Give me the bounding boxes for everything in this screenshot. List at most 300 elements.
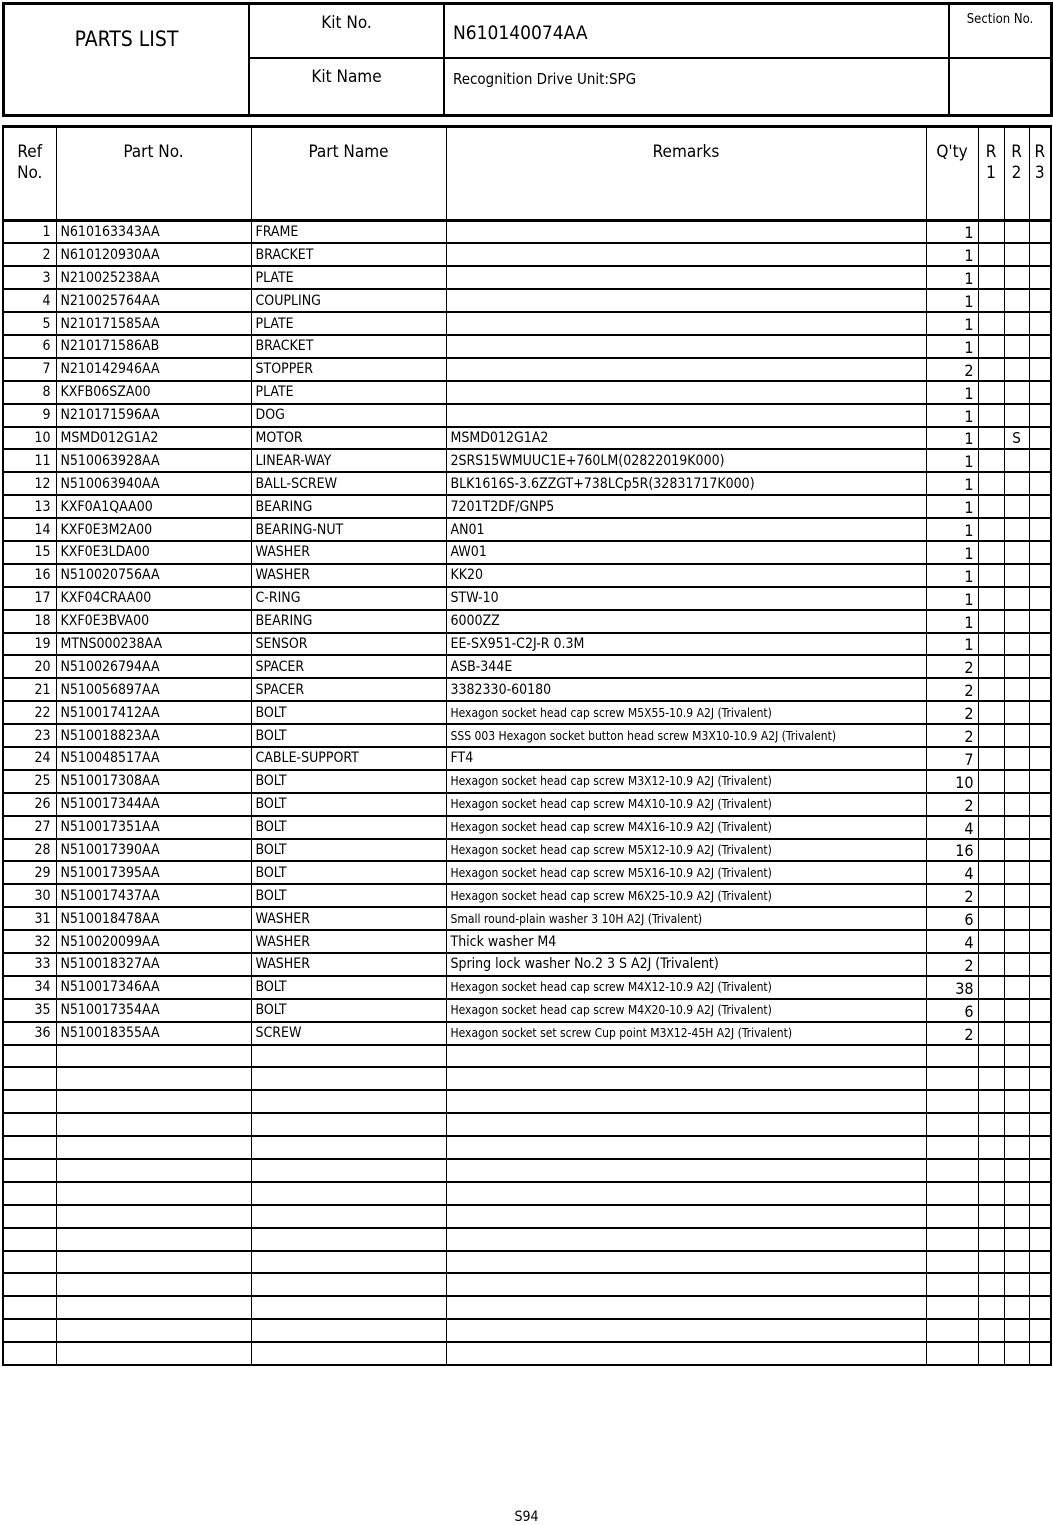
cell-part-no: N510020099AA <box>56 930 251 953</box>
table-row <box>3 518 1051 541</box>
cell-r1 <box>978 358 1004 381</box>
cell-r3 <box>1029 495 1051 518</box>
cell-qty: 1 <box>926 266 978 289</box>
cell-r3 <box>1029 541 1051 564</box>
table-row <box>3 358 1051 381</box>
cell-part-name: BOLT <box>251 816 446 839</box>
cell-qty: 2 <box>926 884 978 907</box>
cell-remarks <box>446 335 926 358</box>
cell-part-no: N210171586AB <box>56 335 251 358</box>
table-row <box>3 747 1051 770</box>
cell-r3 <box>1029 221 1051 244</box>
cell-r3 <box>1029 793 1051 816</box>
cell-r2 <box>1004 266 1029 289</box>
cell-ref-no: 31 <box>3 907 56 930</box>
cell-r1 <box>978 289 1004 312</box>
cell-part-name: STOPPER <box>251 358 446 381</box>
cell-r2 <box>1004 633 1029 656</box>
cell-remarks: Hexagon socket head cap screw M4X12-10.9 A2J (Trivalent) <box>446 976 926 999</box>
cell-part-no <box>56 1136 251 1159</box>
table-row <box>3 678 1051 701</box>
cell-remarks: BLK1616S-3.6ZZGT+738LCp5R(32831717K000) <box>446 472 926 495</box>
document-title: PARTS LIST <box>5 5 250 114</box>
cell-remarks: Small round-plain washer 3 10H A2J (Trivalent) <box>446 907 926 930</box>
cell-r3 <box>1029 1113 1051 1136</box>
cell-part-no <box>56 1205 251 1228</box>
cell-qty <box>926 1113 978 1136</box>
cell-r1 <box>978 1113 1004 1136</box>
empty-table-row <box>3 1136 1051 1159</box>
cell-part-name <box>251 1090 446 1113</box>
table-row <box>3 541 1051 564</box>
cell-qty: 1 <box>926 221 978 244</box>
cell-r1 <box>978 678 1004 701</box>
cell-r1 <box>978 495 1004 518</box>
cell-qty: 2 <box>926 793 978 816</box>
cell-ref-no <box>3 1113 56 1136</box>
cell-r3 <box>1029 266 1051 289</box>
cell-ref-no: 8 <box>3 381 56 404</box>
cell-part-no: N610163343AA <box>56 221 251 244</box>
cell-r2 <box>1004 655 1029 678</box>
cell-remarks <box>446 1296 926 1319</box>
cell-qty: 1 <box>926 312 978 335</box>
cell-part-name: C-RING <box>251 587 446 610</box>
col-remarks: Remarks <box>446 127 926 221</box>
cell-qty <box>926 1159 978 1182</box>
cell-ref-no <box>3 1136 56 1159</box>
cell-remarks <box>446 1067 926 1090</box>
cell-r3 <box>1029 472 1051 495</box>
cell-r2 <box>1004 747 1029 770</box>
empty-table-row <box>3 1251 1051 1274</box>
cell-part-no: N510017346AA <box>56 976 251 999</box>
cell-r1 <box>978 884 1004 907</box>
cell-remarks <box>446 289 926 312</box>
title-block <box>2 2 1053 117</box>
table-row <box>3 793 1051 816</box>
cell-part-no: N510017390AA <box>56 839 251 862</box>
cell-part-no: N510018823AA <box>56 724 251 747</box>
cell-remarks: 3382330-60180 <box>446 678 926 701</box>
table-row <box>3 289 1051 312</box>
cell-part-no <box>56 1273 251 1296</box>
cell-part-name: WASHER <box>251 930 446 953</box>
cell-r3 <box>1029 953 1051 976</box>
cell-remarks: STW-10 <box>446 587 926 610</box>
cell-part-name: SENSOR <box>251 633 446 656</box>
cell-r3 <box>1029 633 1051 656</box>
cell-r2 <box>1004 1182 1029 1205</box>
cell-r1 <box>978 907 1004 930</box>
cell-qty: 1 <box>926 518 978 541</box>
empty-table-row <box>3 1159 1051 1182</box>
cell-ref-no: 16 <box>3 564 56 587</box>
cell-part-name: BEARING-NUT <box>251 518 446 541</box>
cell-r3 <box>1029 678 1051 701</box>
cell-remarks <box>446 1159 926 1182</box>
cell-ref-no: 22 <box>3 701 56 724</box>
cell-r3 <box>1029 1205 1051 1228</box>
col-ref-no: Ref No. <box>3 127 56 221</box>
cell-r3 <box>1029 381 1051 404</box>
cell-remarks: Hexagon socket head cap screw M4X16-10.9 A2J (Trivalent) <box>446 816 926 839</box>
cell-qty <box>926 1182 978 1205</box>
cell-part-no: N510048517AA <box>56 747 251 770</box>
cell-r1 <box>978 839 1004 862</box>
cell-r1 <box>978 999 1004 1022</box>
cell-part-no: N510017412AA <box>56 701 251 724</box>
cell-r3 <box>1029 1342 1051 1365</box>
cell-ref-no: 3 <box>3 266 56 289</box>
table-row <box>3 564 1051 587</box>
cell-r1 <box>978 747 1004 770</box>
cell-r1 <box>978 655 1004 678</box>
cell-part-name <box>251 1251 446 1274</box>
cell-part-no: N510017344AA <box>56 793 251 816</box>
cell-r3 <box>1029 449 1051 472</box>
cell-part-name <box>251 1342 446 1365</box>
cell-r1 <box>978 633 1004 656</box>
cell-qty: 4 <box>926 930 978 953</box>
cell-qty <box>926 1228 978 1251</box>
empty-table-row <box>3 1045 1051 1068</box>
table-row <box>3 839 1051 862</box>
cell-r1 <box>978 953 1004 976</box>
cell-part-name: BALL-SCREW <box>251 472 446 495</box>
cell-r1 <box>978 587 1004 610</box>
col-r1: R 1 <box>978 127 1004 221</box>
cell-qty: 1 <box>926 427 978 450</box>
cell-remarks <box>446 1319 926 1342</box>
cell-r3 <box>1029 884 1051 907</box>
cell-r1 <box>978 816 1004 839</box>
cell-part-name <box>251 1319 446 1342</box>
cell-part-no: KXF04CRAA00 <box>56 587 251 610</box>
cell-part-name: BOLT <box>251 839 446 862</box>
cell-part-no: N510063940AA <box>56 472 251 495</box>
cell-r2: S <box>1004 427 1029 450</box>
cell-r1 <box>978 1067 1004 1090</box>
cell-ref-no <box>3 1342 56 1365</box>
cell-qty <box>926 1342 978 1365</box>
cell-ref-no: 13 <box>3 495 56 518</box>
cell-r2 <box>1004 1342 1029 1365</box>
cell-part-name: BOLT <box>251 861 446 884</box>
cell-r3 <box>1029 839 1051 862</box>
table-header-row <box>3 127 1051 221</box>
table-row <box>3 999 1051 1022</box>
table-row <box>3 701 1051 724</box>
cell-qty <box>926 1319 978 1342</box>
cell-r3 <box>1029 747 1051 770</box>
table-row <box>3 335 1051 358</box>
cell-part-name: MOTOR <box>251 427 446 450</box>
cell-part-name <box>251 1136 446 1159</box>
cell-remarks <box>446 1342 926 1365</box>
cell-remarks <box>446 1251 926 1274</box>
cell-remarks: Hexagon socket head cap screw M3X12-10.9 A2J (Trivalent) <box>446 770 926 793</box>
cell-r3 <box>1029 518 1051 541</box>
table-row <box>3 724 1051 747</box>
cell-part-name: FRAME <box>251 221 446 244</box>
cell-part-name: BOLT <box>251 976 446 999</box>
cell-ref-no: 19 <box>3 633 56 656</box>
cell-qty <box>926 1090 978 1113</box>
cell-ref-no: 33 <box>3 953 56 976</box>
cell-ref-no: 32 <box>3 930 56 953</box>
table-row <box>3 884 1051 907</box>
cell-part-no: KXF0E3M2A00 <box>56 518 251 541</box>
cell-ref-no <box>3 1228 56 1251</box>
cell-ref-no: 5 <box>3 312 56 335</box>
cell-ref-no: 12 <box>3 472 56 495</box>
cell-qty: 2 <box>926 953 978 976</box>
cell-remarks: Hexagon socket head cap screw M6X25-10.9 A2J (Trivalent) <box>446 884 926 907</box>
cell-part-name: PLATE <box>251 381 446 404</box>
cell-ref-no <box>3 1319 56 1342</box>
cell-ref-no: 11 <box>3 449 56 472</box>
cell-ref-no <box>3 1273 56 1296</box>
cell-remarks: FT4 <box>446 747 926 770</box>
table-row <box>3 655 1051 678</box>
table-row <box>3 976 1051 999</box>
cell-ref-no <box>3 1296 56 1319</box>
cell-part-no: N510026794AA <box>56 655 251 678</box>
cell-remarks: Spring lock washer No.2 3 S A2J (Trivalent) <box>446 953 926 976</box>
cell-qty: 2 <box>926 1022 978 1045</box>
cell-r1 <box>978 1159 1004 1182</box>
cell-r2 <box>1004 861 1029 884</box>
cell-part-no: N210171596AA <box>56 404 251 427</box>
cell-ref-no: 24 <box>3 747 56 770</box>
cell-remarks <box>446 1045 926 1068</box>
cell-part-name: BOLT <box>251 770 446 793</box>
cell-qty: 4 <box>926 861 978 884</box>
cell-r2 <box>1004 701 1029 724</box>
cell-r2 <box>1004 541 1029 564</box>
cell-remarks <box>446 1090 926 1113</box>
cell-ref-no <box>3 1159 56 1182</box>
cell-r3 <box>1029 427 1051 450</box>
cell-part-name: COUPLING <box>251 289 446 312</box>
cell-ref-no: 20 <box>3 655 56 678</box>
cell-ref-no: 7 <box>3 358 56 381</box>
cell-r3 <box>1029 1273 1051 1296</box>
cell-r3 <box>1029 1228 1051 1251</box>
cell-r2 <box>1004 953 1029 976</box>
cell-r1 <box>978 564 1004 587</box>
cell-r1 <box>978 976 1004 999</box>
table-row <box>3 243 1051 266</box>
cell-part-name: BOLT <box>251 884 446 907</box>
cell-part-name: BOLT <box>251 793 446 816</box>
cell-part-name: WASHER <box>251 564 446 587</box>
cell-part-name: BEARING <box>251 495 446 518</box>
cell-r3 <box>1029 335 1051 358</box>
cell-ref-no: 9 <box>3 404 56 427</box>
cell-r1 <box>978 1182 1004 1205</box>
cell-r3 <box>1029 312 1051 335</box>
cell-r2 <box>1004 1136 1029 1159</box>
cell-ref-no: 23 <box>3 724 56 747</box>
cell-remarks: ASB-344E <box>446 655 926 678</box>
cell-qty: 4 <box>926 816 978 839</box>
cell-r3 <box>1029 1045 1051 1068</box>
cell-qty <box>926 1296 978 1319</box>
cell-part-no: N510017351AA <box>56 816 251 839</box>
cell-qty: 2 <box>926 701 978 724</box>
table-row <box>3 930 1051 953</box>
cell-r2 <box>1004 564 1029 587</box>
cell-part-name: WASHER <box>251 907 446 930</box>
cell-remarks <box>446 1182 926 1205</box>
cell-part-no: N510020756AA <box>56 564 251 587</box>
cell-part-name: BOLT <box>251 724 446 747</box>
cell-part-no: MSMD012G1A2 <box>56 427 251 450</box>
cell-r2 <box>1004 1113 1029 1136</box>
table-row <box>3 404 1051 427</box>
empty-table-row <box>3 1113 1051 1136</box>
cell-r3 <box>1029 289 1051 312</box>
cell-part-no <box>56 1159 251 1182</box>
table-row <box>3 449 1051 472</box>
cell-ref-no: 28 <box>3 839 56 862</box>
cell-ref-no: 2 <box>3 243 56 266</box>
cell-part-no <box>56 1113 251 1136</box>
cell-qty: 7 <box>926 747 978 770</box>
cell-qty: 1 <box>926 381 978 404</box>
cell-r1 <box>978 381 1004 404</box>
col-part-name: Part Name <box>251 127 446 221</box>
table-row <box>3 312 1051 335</box>
cell-r2 <box>1004 839 1029 862</box>
cell-r2 <box>1004 1022 1029 1045</box>
cell-part-no <box>56 1251 251 1274</box>
cell-r3 <box>1029 1251 1051 1274</box>
cell-r2 <box>1004 472 1029 495</box>
cell-part-no: KXFB06SZA00 <box>56 381 251 404</box>
cell-part-name: BRACKET <box>251 243 446 266</box>
empty-table-row <box>3 1182 1051 1205</box>
cell-r2 <box>1004 793 1029 816</box>
cell-r3 <box>1029 976 1051 999</box>
cell-r2 <box>1004 289 1029 312</box>
col-r3: R 3 <box>1029 127 1051 221</box>
cell-ref-no: 27 <box>3 816 56 839</box>
cell-r1 <box>978 1319 1004 1342</box>
cell-remarks: EE-SX951-C2J-R 0.3M <box>446 633 926 656</box>
cell-part-no: N510056897AA <box>56 678 251 701</box>
table-row <box>3 472 1051 495</box>
cell-r1 <box>978 1228 1004 1251</box>
cell-part-name: WASHER <box>251 541 446 564</box>
cell-part-name: LINEAR-WAY <box>251 449 446 472</box>
table-row <box>3 633 1051 656</box>
empty-table-row <box>3 1296 1051 1319</box>
cell-part-name: PLATE <box>251 312 446 335</box>
cell-ref-no: 26 <box>3 793 56 816</box>
cell-r1 <box>978 518 1004 541</box>
cell-r3 <box>1029 1136 1051 1159</box>
cell-part-no: N510017308AA <box>56 770 251 793</box>
cell-part-no: N210142946AA <box>56 358 251 381</box>
cell-part-name <box>251 1067 446 1090</box>
cell-r1 <box>978 724 1004 747</box>
cell-ref-no: 6 <box>3 335 56 358</box>
cell-part-name <box>251 1205 446 1228</box>
cell-r2 <box>1004 312 1029 335</box>
cell-remarks <box>446 312 926 335</box>
cell-remarks: KK20 <box>446 564 926 587</box>
cell-r3 <box>1029 655 1051 678</box>
cell-r1 <box>978 541 1004 564</box>
cell-ref-no: 35 <box>3 999 56 1022</box>
cell-r2 <box>1004 449 1029 472</box>
cell-ref-no <box>3 1251 56 1274</box>
cell-r3 <box>1029 587 1051 610</box>
cell-r3 <box>1029 1067 1051 1090</box>
cell-r3 <box>1029 816 1051 839</box>
col-r2: R 2 <box>1004 127 1029 221</box>
cell-r2 <box>1004 1228 1029 1251</box>
cell-r2 <box>1004 243 1029 266</box>
cell-r3 <box>1029 1090 1051 1113</box>
cell-qty <box>926 1045 978 1068</box>
cell-r3 <box>1029 930 1051 953</box>
cell-qty <box>926 1067 978 1090</box>
cell-r2 <box>1004 1205 1029 1228</box>
cell-part-no: N210171585AA <box>56 312 251 335</box>
cell-qty: 1 <box>926 289 978 312</box>
cell-r3 <box>1029 610 1051 633</box>
cell-r1 <box>978 930 1004 953</box>
cell-remarks: 6000ZZ <box>446 610 926 633</box>
cell-qty: 6 <box>926 999 978 1022</box>
cell-r2 <box>1004 724 1029 747</box>
cell-qty: 1 <box>926 243 978 266</box>
table-row <box>3 1022 1051 1045</box>
cell-ref-no <box>3 1090 56 1113</box>
cell-r1 <box>978 266 1004 289</box>
cell-r3 <box>1029 724 1051 747</box>
cell-r1 <box>978 1205 1004 1228</box>
table-row <box>3 907 1051 930</box>
table-row <box>3 861 1051 884</box>
cell-part-no: KXF0E3LDA00 <box>56 541 251 564</box>
cell-qty: 1 <box>926 472 978 495</box>
cell-r1 <box>978 770 1004 793</box>
cell-part-name: BOLT <box>251 999 446 1022</box>
cell-r2 <box>1004 610 1029 633</box>
parts-table <box>2 125 1052 1366</box>
cell-qty: 1 <box>926 610 978 633</box>
cell-remarks: Hexagon socket head cap screw M4X20-10.9 A2J (Trivalent) <box>446 999 926 1022</box>
cell-ref-no <box>3 1182 56 1205</box>
cell-ref-no <box>3 1045 56 1068</box>
cell-r2 <box>1004 221 1029 244</box>
cell-remarks: Hexagon socket head cap screw M4X10-10.9 A2J (Trivalent) <box>446 793 926 816</box>
cell-qty: 10 <box>926 770 978 793</box>
cell-part-name <box>251 1113 446 1136</box>
cell-r2 <box>1004 1251 1029 1274</box>
cell-r1 <box>978 610 1004 633</box>
cell-part-name: SPACER <box>251 678 446 701</box>
cell-qty: 6 <box>926 907 978 930</box>
cell-part-no: N510018327AA <box>56 953 251 976</box>
cell-r2 <box>1004 678 1029 701</box>
cell-ref-no <box>3 1205 56 1228</box>
